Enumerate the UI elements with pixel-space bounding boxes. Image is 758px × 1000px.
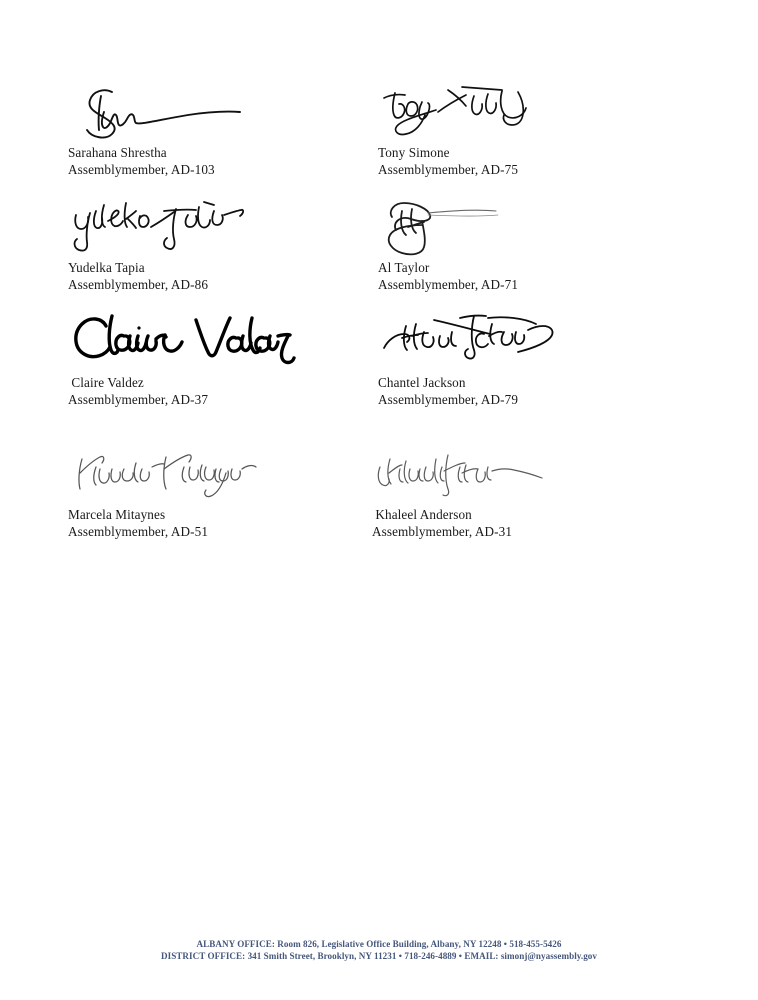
signature-block bbox=[68, 444, 388, 540]
signature-mark-claire-valdez bbox=[68, 312, 388, 374]
signature-block bbox=[378, 82, 698, 178]
signature-block bbox=[372, 444, 692, 540]
signer-name: Chantel Jackson bbox=[378, 375, 466, 390]
signer-title: Assemblymember, AD-75 bbox=[378, 162, 519, 177]
footer-district-office-line: DISTRICT OFFICE: 341 Smith Street, Brooklyn, NY 11231 • 718-246-4889 • EMAIL: simonj@nyassembly.gov bbox=[160, 951, 597, 962]
signature-block bbox=[68, 82, 388, 178]
signer-name: Sarahana Shrestha bbox=[68, 145, 167, 160]
signature-mark-sarahana-shrestha bbox=[68, 82, 388, 144]
signer-name: Yudelka Tapia bbox=[68, 260, 145, 275]
signature-block bbox=[378, 312, 698, 408]
signature-block bbox=[378, 197, 698, 293]
signer-name: Claire Valdez bbox=[68, 375, 144, 390]
footer-albany-office-line: ALBANY OFFICE: Room 826, Legislative Office Building, Albany, NY 12248 • 518-455-5426 bbox=[196, 939, 562, 949]
signature-block bbox=[68, 312, 388, 408]
signer-name: Marcela Mitaynes bbox=[68, 507, 166, 522]
signature-mark-tony-simone bbox=[378, 82, 698, 144]
signer-title: Assemblymember, AD-31 bbox=[372, 524, 513, 539]
signer-title: Assemblymember, AD-51 bbox=[68, 524, 209, 539]
signature-mark-yudelka-tapia bbox=[68, 197, 388, 259]
page-footer bbox=[0, 938, 758, 963]
signer-name: Al Taylor bbox=[378, 260, 430, 275]
signature-mark-chantel-jackson bbox=[378, 312, 698, 374]
signer-title: Assemblymember, AD-79 bbox=[378, 392, 519, 407]
signer-name: Khaleel Anderson bbox=[372, 507, 472, 522]
signature-mark-marcela-mitaynes bbox=[68, 444, 388, 506]
signature-mark-khaleel-anderson bbox=[372, 444, 692, 506]
signer-title: Assemblymember, AD-37 bbox=[68, 392, 209, 407]
signature-block bbox=[68, 197, 388, 293]
signer-name: Tony Simone bbox=[378, 145, 450, 160]
signer-title: Assemblymember, AD-103 bbox=[68, 162, 215, 177]
signer-title: Assemblymember, AD-71 bbox=[378, 277, 519, 292]
signature-mark-al-taylor bbox=[378, 197, 698, 259]
signer-title: Assemblymember, AD-86 bbox=[68, 277, 209, 292]
